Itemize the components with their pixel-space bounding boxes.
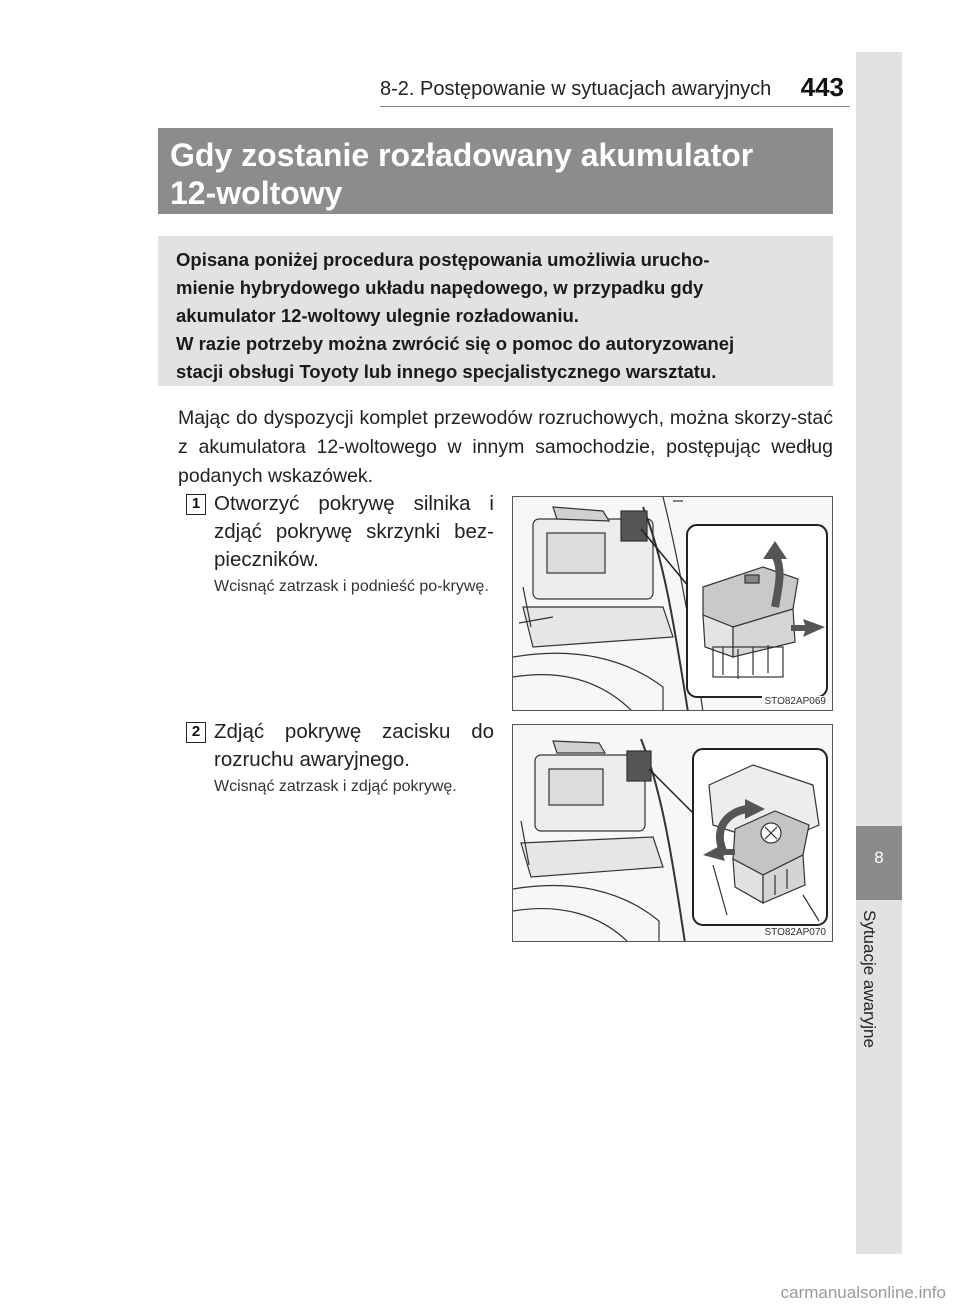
intro-line: mienie hybrydowego układu napędowego, w przypadku gdy bbox=[176, 277, 704, 298]
chapter-sidebar bbox=[856, 52, 902, 1254]
step-title: Otworzyć pokrywę silnika i zdjąć pokrywę skrzynki bez-pieczników. bbox=[214, 492, 494, 571]
section-title-line1: Gdy zostanie rozładowany akumulator bbox=[170, 137, 754, 173]
engine-bay-illustration bbox=[513, 497, 833, 711]
step-number-badge: 1 bbox=[186, 494, 206, 515]
figure-code: STO82AP070 bbox=[764, 927, 826, 938]
step-note: Wcisnąć zatrzask i podnieść po-krywę. bbox=[214, 578, 489, 595]
body-paragraph: Mając do dyspozycji komplet przewodów rozruchowych, można skorzy-stać z akumulatora 12-woltowego w innym samochodzie, postępując według podanych wskazówek. bbox=[178, 407, 833, 487]
figure-code: STO82AP069 bbox=[764, 696, 826, 707]
figure-jump-terminal-cover bbox=[512, 724, 833, 942]
figure-fuse-box-cover bbox=[512, 496, 833, 711]
header-section-title: 8-2. Postępowanie w sytuacjach awaryjnych bbox=[380, 78, 772, 100]
page-header bbox=[380, 72, 850, 112]
intro-line: akumulator 12-woltowy ulegnie rozładowaniu. bbox=[176, 305, 579, 326]
intro-line: W razie potrzeby można zwrócić się o pomoc do autoryzowanej bbox=[176, 333, 735, 354]
chapter-number: 8 bbox=[874, 848, 884, 867]
page-number: 443 bbox=[800, 72, 844, 102]
step-title: Zdjąć pokrywę zacisku do rozruchu awaryjnego. bbox=[214, 720, 494, 771]
terminal-illustration bbox=[513, 725, 833, 942]
step-note: Wcisnąć zatrzask i zdjąć pokrywę. bbox=[214, 778, 457, 795]
chapter-label: Sytuacje awaryjne bbox=[860, 910, 879, 1048]
intro-line: stacji obsługi Toyoty lub innego specjalistycznego warsztatu. bbox=[176, 361, 717, 382]
watermark: carmanualsonline.info bbox=[780, 1283, 946, 1302]
step-number-badge: 2 bbox=[186, 722, 206, 743]
header-rule bbox=[380, 106, 850, 107]
intro-box bbox=[158, 236, 833, 386]
section-title-line2: 12-woltowy bbox=[170, 175, 343, 211]
intro-line: Opisana poniżej procedura postępowania umożliwia urucho- bbox=[176, 249, 710, 270]
section-title-box bbox=[158, 128, 833, 214]
